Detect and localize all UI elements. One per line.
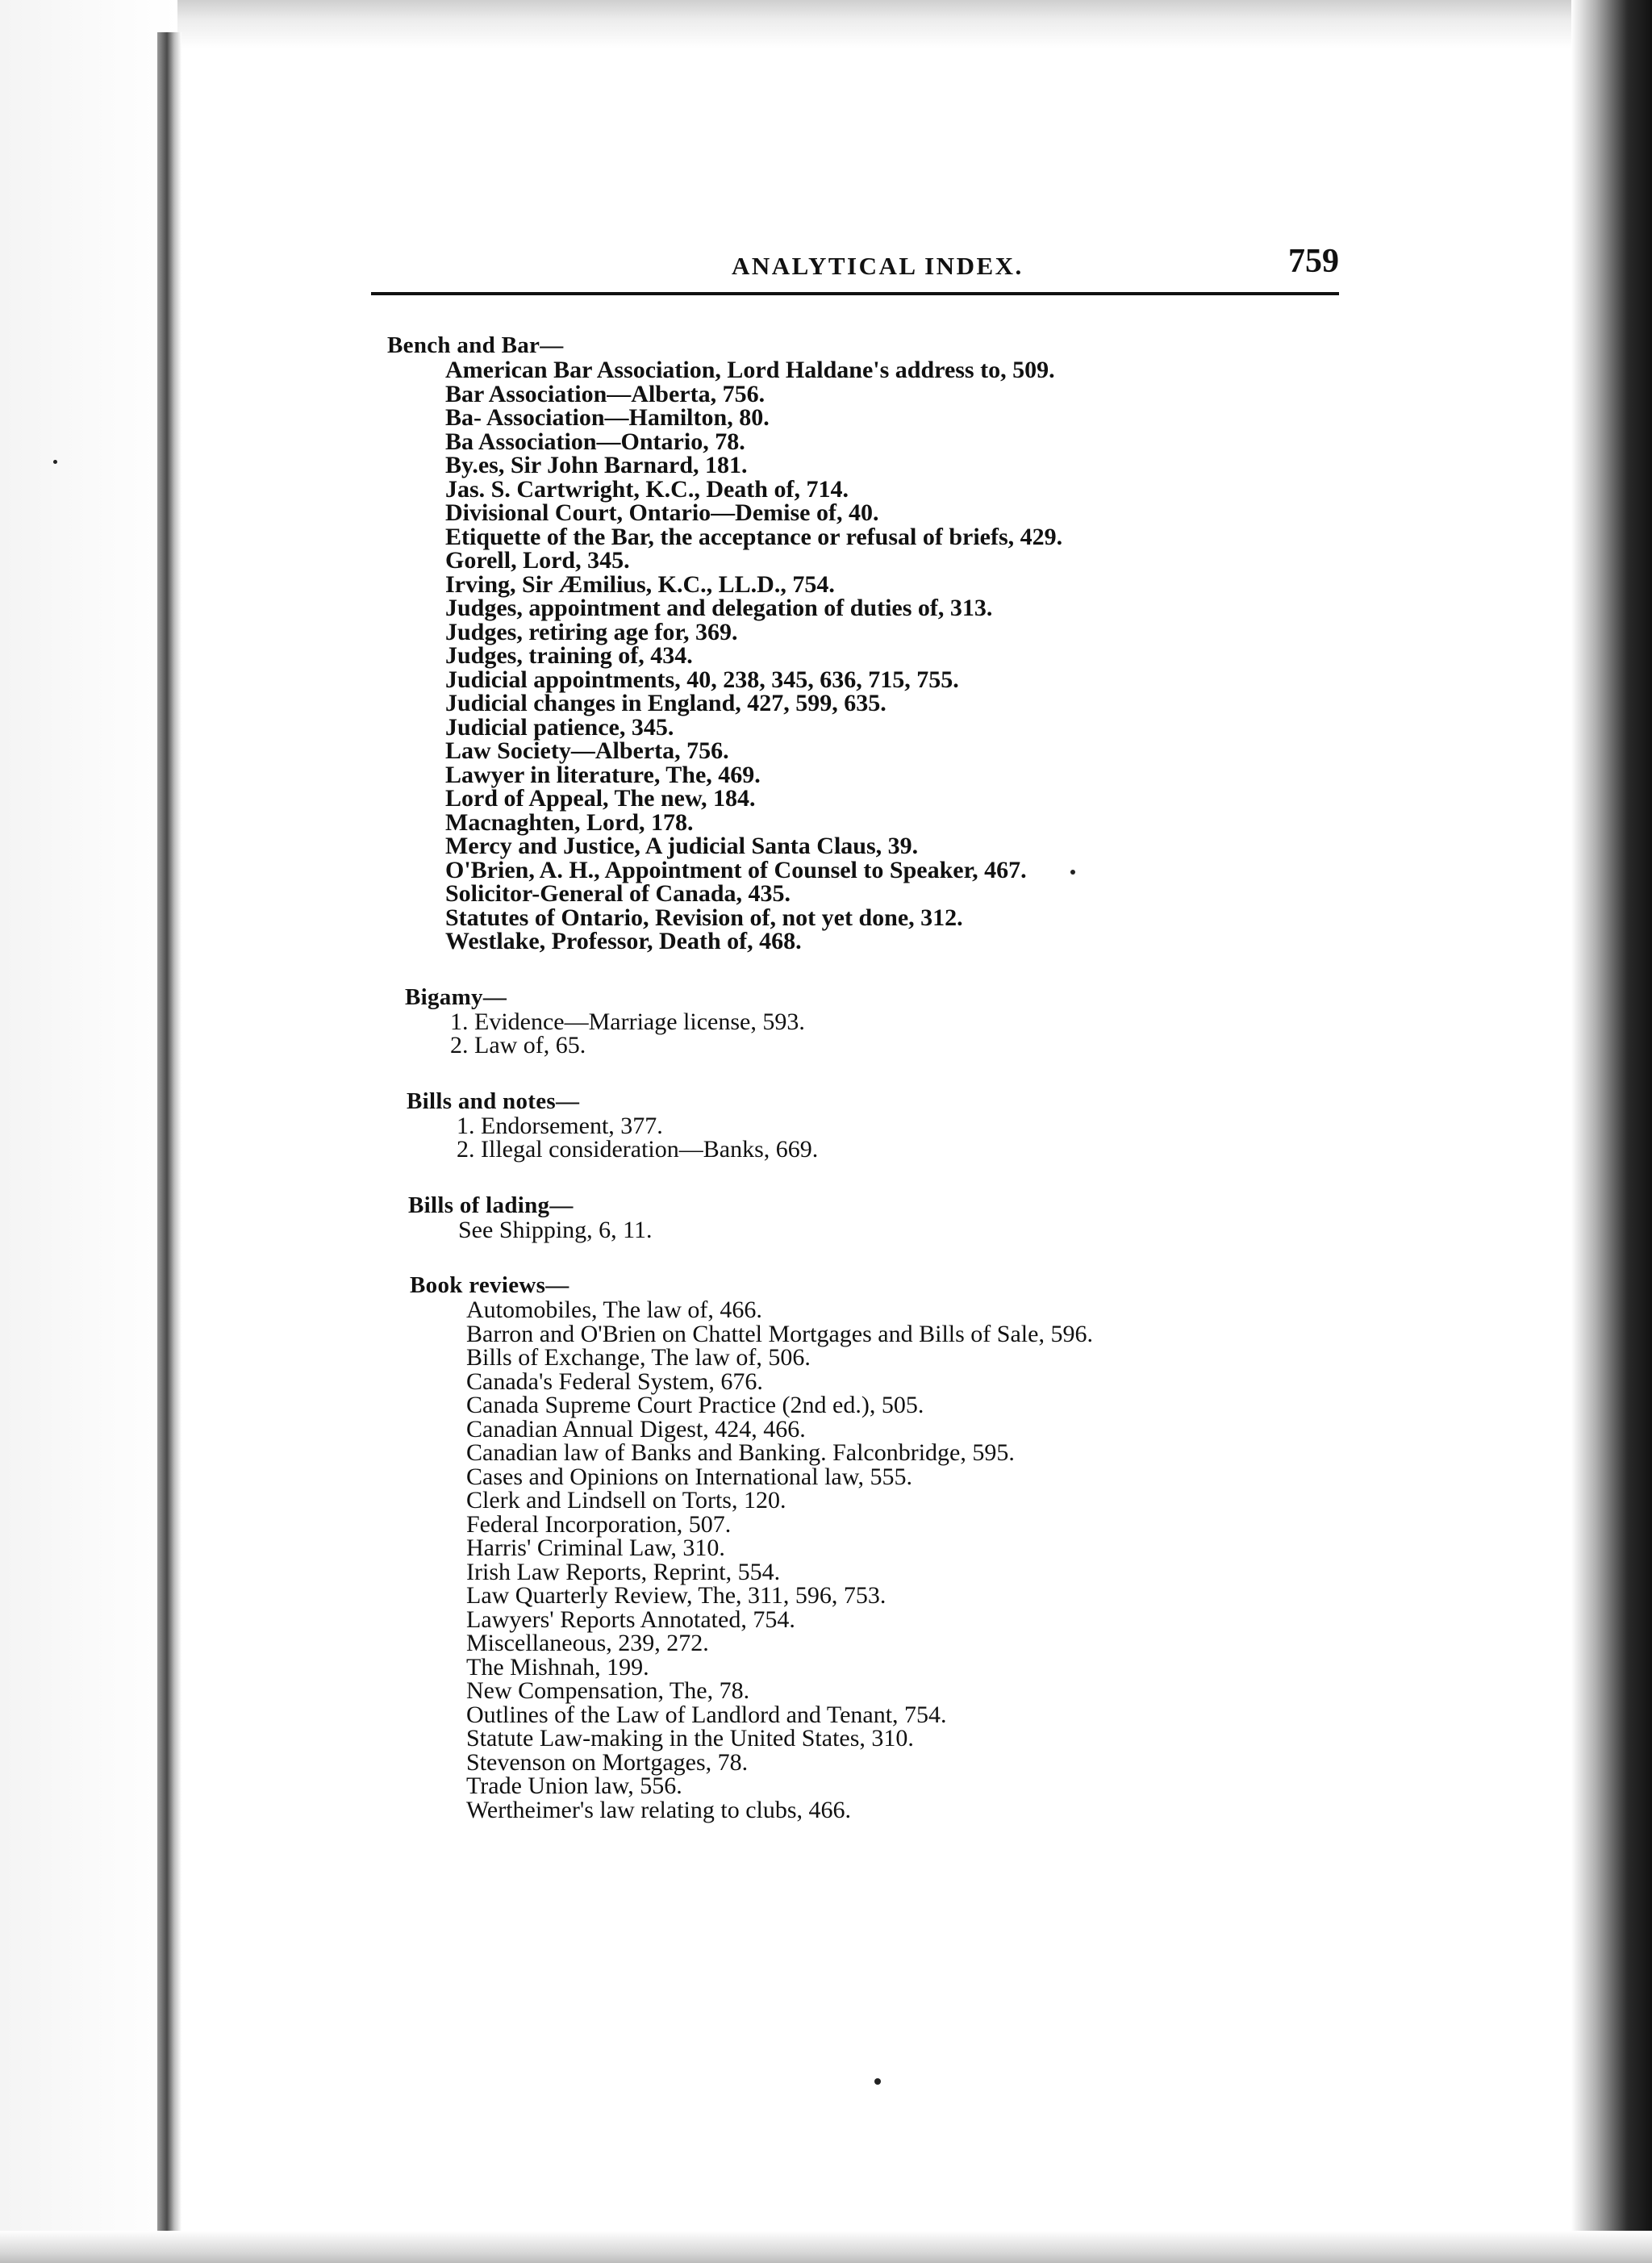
index-subentry: Lawyer in literature, The, 469. (445, 761, 761, 788)
index-subentry: Judges, retiring age for, 369. (445, 618, 738, 645)
index-subentry: Irving, Sir Æmilius, K.C., LL.D., 754. (445, 570, 835, 598)
index-subentry: Law Quarterly Review, The, 311, 596, 753. (466, 1582, 886, 1609)
index-entry-bills-and-notes (387, 1088, 1339, 1162)
index-subentry: Judges, training of, 434. (445, 642, 693, 669)
index-subentry: Canadian Annual Digest, 424, 466. (466, 1415, 806, 1443)
index-subentry: 1. Evidence—Marriage license, 593. (450, 1008, 805, 1035)
index-subentry: Trade Union law, 556. (466, 1772, 682, 1799)
index-subentry: O'Brien, A. H., Appointment of Counsel to Speaker, 467. (445, 856, 1027, 883)
entry-subitems (407, 1114, 1339, 1162)
index-subentry: Barron and O'Brien on Chattel Mortgages and Bills of Sale, 596. (466, 1320, 1093, 1347)
index-subentry: Lawyers' Reports Annotated, 754. (466, 1605, 795, 1633)
index-subentry: Mercy and Justice, A judicial Santa Claus, 39. (445, 833, 919, 859)
header-rule (371, 292, 1339, 295)
index-subentry: Automobiles, The law of, 466. (466, 1296, 762, 1323)
index-subentry: Canada Supreme Court Practice (2nd ed.), 505. (466, 1392, 924, 1418)
index-subentry: American Bar Association, Lord Haldane's address to, 509. (445, 357, 1055, 383)
index-body (387, 332, 1339, 1852)
index-subentry: New Compensation, The, 78. (466, 1677, 750, 1704)
index-entry-bigamy (387, 984, 1339, 1058)
index-subentry: Etiquette of the Bar, the acceptance or refusal of briefs, 429. (445, 523, 1063, 550)
scan-edge-bottom (0, 2231, 1652, 2263)
running-title: ANALYTICAL INDEX. (732, 252, 1024, 280)
index-subentry: Law Society—Alberta, 756. (445, 737, 729, 764)
ink-speck (874, 2078, 881, 2085)
scan-edge-left (0, 0, 177, 2263)
entry-heading: Bigamy— (405, 983, 507, 1010)
index-entry-book-reviews (387, 1272, 1339, 1822)
index-subentry: Miscellaneous, 239, 272. (466, 1630, 709, 1656)
index-subentry: Bills of Exchange, The law of, 506. (466, 1344, 811, 1371)
entry-heading: Book reviews— (410, 1272, 569, 1298)
index-subentry: Harris' Criminal Law, 310. (466, 1534, 725, 1561)
entry-subitems (410, 1298, 1339, 1822)
index-entry-bills-of-lading (387, 1192, 1339, 1242)
index-subentry: Westlake, Professor, Death of, 468. (445, 928, 802, 954)
index-subentry: The Mishnah, 199. (466, 1653, 649, 1681)
index-subentry: Gorell, Lord, 345. (445, 547, 630, 574)
entry-subitems (408, 1218, 1339, 1242)
ink-speck (1070, 870, 1075, 875)
entry-heading: Bench and Bar— (387, 332, 564, 358)
entry-subitems (405, 1010, 1339, 1058)
index-subentry: Cases and Opinions on International law, 555. (466, 1463, 912, 1490)
index-subentry: Clerk and Lindsell on Torts, 120. (466, 1487, 786, 1514)
index-subentry: Bar Association—Alberta, 756. (445, 380, 766, 407)
page-number: 759 (1288, 243, 1339, 280)
index-subentry: Statute Law-making in the United States, 310. (466, 1725, 914, 1752)
index-subentry: 2. Law of, 65. (450, 1032, 586, 1058)
index-subentry: See Shipping, 6, 11. (458, 1216, 653, 1243)
entry-heading: Bills of lading— (408, 1192, 574, 1218)
index-subentry: Statutes of Ontario, Revision of, not yet done, 312. (445, 904, 963, 931)
entry-subitems (387, 358, 1339, 954)
entry-heading: Bills and notes— (407, 1088, 580, 1114)
index-subentry: Divisional Court, Ontario—Demise of, 40. (445, 499, 879, 526)
index-subentry: 1. Endorsement, 377. (457, 1112, 663, 1139)
index-subentry: Wertheimer's law relating to clubs, 466. (466, 1796, 852, 1823)
index-subentry: Jas. S. Cartwright, K.C., Death of, 714. (445, 475, 849, 503)
index-subentry: Canadian law of Banks and Banking. Falconbridge, 595. (466, 1439, 1015, 1466)
index-subentry: By.es, Sir John Barnard, 181. (445, 452, 748, 478)
scan-edge-top (0, 0, 1652, 48)
index-subentry: Judicial appointments, 40, 238, 345, 636, 715, 755. (445, 666, 959, 693)
index-subentry: Federal Incorporation, 507. (466, 1510, 732, 1538)
index-subentry: Lord of Appeal, The new, 184. (445, 785, 756, 812)
index-subentry: Canada's Federal System, 676. (466, 1367, 763, 1395)
ink-speck (53, 460, 57, 464)
index-subentry: 2. Illegal consideration—Banks, 669. (457, 1136, 819, 1163)
running-head (371, 242, 1339, 299)
book-binding-shadow (157, 32, 181, 2263)
scan-edge-right (1571, 0, 1652, 2263)
index-subentry: Ba- Association—Hamilton, 80. (445, 404, 770, 431)
index-entry-bench-and-bar (387, 332, 1339, 954)
index-subentry: Irish Law Reports, Reprint, 554. (466, 1558, 781, 1585)
index-subentry: Outlines of the Law of Landlord and Tenant, 754. (466, 1701, 947, 1728)
index-subentry: Stevenson on Mortgages, 78. (466, 1748, 749, 1776)
index-subentry: Judges, appointment and delegation of duties of, 313. (445, 595, 993, 621)
index-subentry: Macnaghten, Lord, 178. (445, 808, 694, 836)
index-subentry: Ba Association—Ontario, 78. (445, 428, 745, 455)
index-subentry: Judicial patience, 345. (445, 713, 674, 741)
index-subentry: Judicial changes in England, 427, 599, 635. (445, 690, 886, 716)
index-subentry: Solicitor-General of Canada, 435. (445, 880, 791, 907)
